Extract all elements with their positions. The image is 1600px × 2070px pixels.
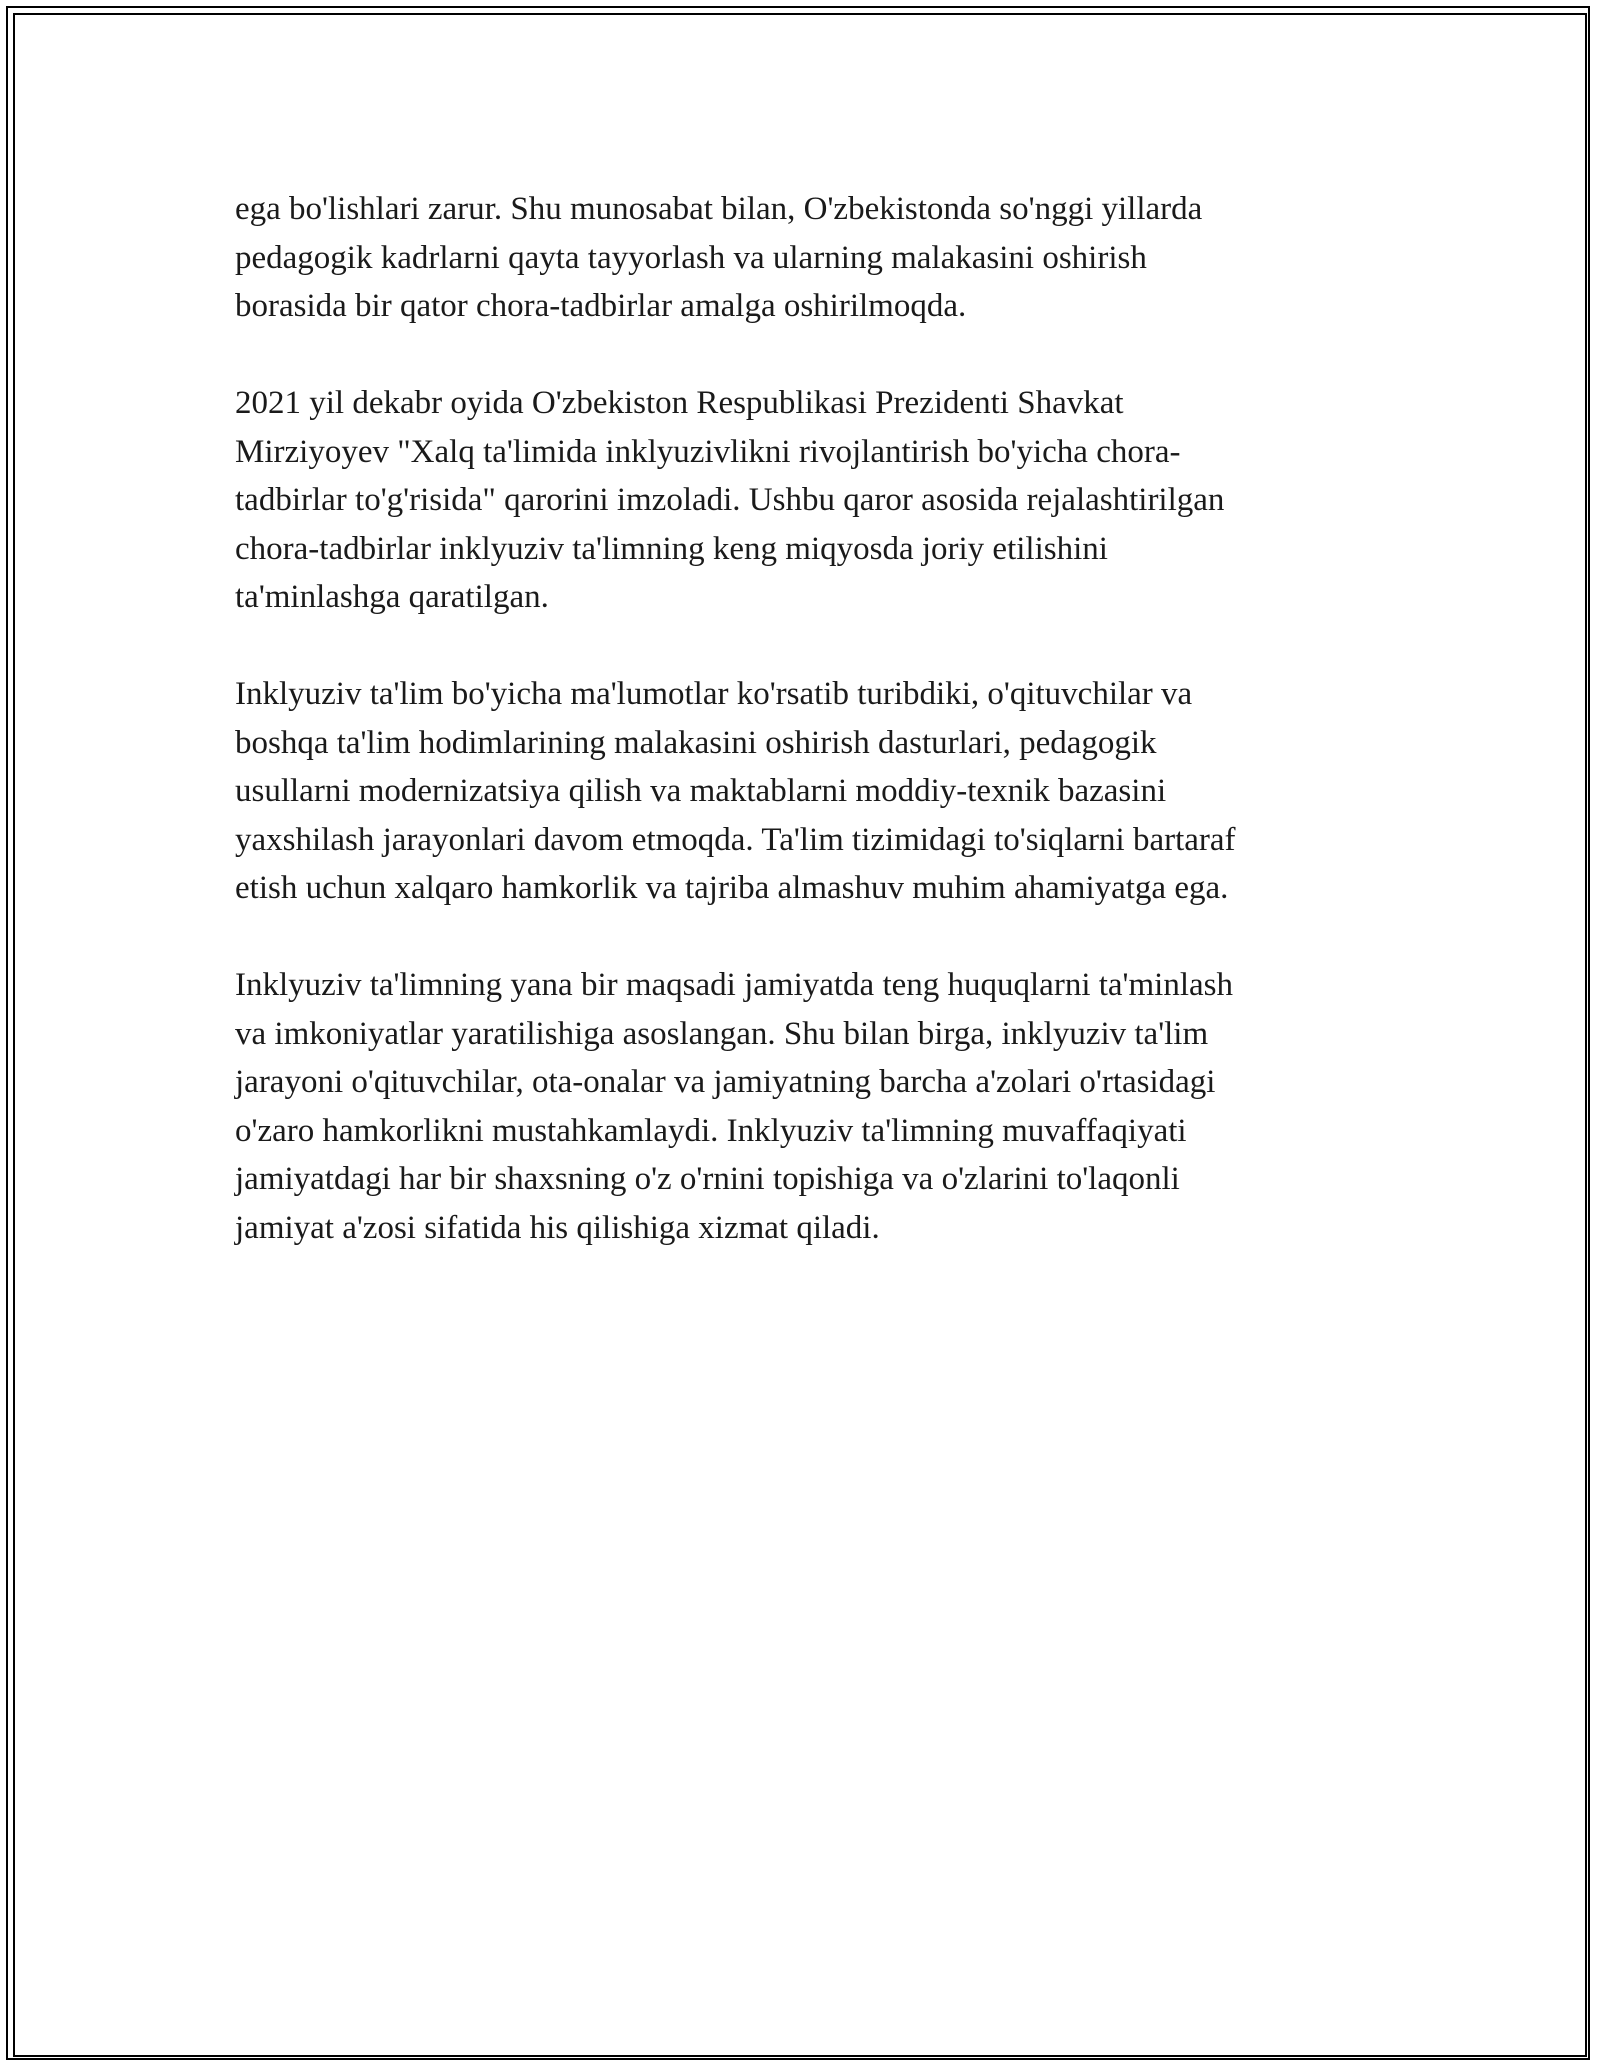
text-line: Mirziyoyev "Xalq ta'limida inklyuzivlikni rivojlantirish bo'yicha chora-: [235, 433, 1181, 470]
text-line: jarayoni o'qituvchilar, ota-onalar va jamiyatning barcha a'zolari o'rtasidagi: [235, 1064, 1216, 1100]
paragraph-2: [235, 379, 1365, 622]
text-line: etish uchun xalqaro hamkorlik va tajriba almashuv muhim ahamiyatga ega.: [235, 870, 1229, 906]
text-line: ta'minlashga qaratilgan.: [235, 579, 549, 615]
paragraph-3: [235, 670, 1365, 913]
text-line: chora-tadbirlar inklyuziv ta'limning keng miqyosda joriy etilishini: [235, 530, 1108, 567]
paragraph-1: [235, 185, 1365, 331]
text-line: va imkoniyatlar yaratilishiga asoslangan. Shu bilan birga, inklyuziv ta'lim: [235, 1015, 1209, 1052]
text-line: borasida bir qator chora-tadbirlar amalga oshirilmoqda.: [235, 288, 967, 324]
text-line: jamiyat a'zosi sifatida his qilishiga xizmat qiladi.: [235, 1209, 880, 1246]
text-line: usullarni modernizatsiya qilish va maktablarni moddiy-texnik bazasini: [235, 773, 1167, 809]
text-line: yaxshilash jarayonlari davom etmoqda. Ta'lim tizimidagi to'siqlarni bartaraf: [235, 821, 1236, 858]
text-line: pedagogik kadrlarni qayta tayyorlash va ularning malakasini oshirish: [235, 239, 1147, 276]
text-line: ega bo'lishlari zarur. Shu munosabat bilan, O'zbekistonda so'nggi yillarda: [235, 191, 1203, 227]
text-line: Inklyuziv ta'lim bo'yicha ma'lumotlar ko'rsatib turibdiki, o'qituvchilar va: [235, 676, 1193, 712]
text-line: 2021 yil dekabr oyida O'zbekiston Respublikasi Prezidenti Shavkat: [235, 385, 1124, 421]
paragraph-4: [235, 961, 1365, 1252]
text-line: jamiyatdagi har bir shaxsning o'z o'rnini topishiga va o'zlarini to'laqonli: [235, 1161, 1180, 1197]
document-body: [235, 185, 1365, 1301]
text-line: tadbirlar to'g'risida" qarorini imzoladi. Ushbu qaror asosida rejalashtirilgan: [235, 482, 1225, 518]
text-line: boshqa ta'lim hodimlarining malakasini oshirish dasturlari, pedagogik: [235, 724, 1157, 761]
text-line: Inklyuziv ta'limning yana bir maqsadi jamiyatda teng huquqlarni ta'minlash: [235, 967, 1233, 1003]
text-line: o'zaro hamkorlikni mustahkamlaydi. Inklyuziv ta'limning muvaffaqiyati: [235, 1112, 1187, 1149]
